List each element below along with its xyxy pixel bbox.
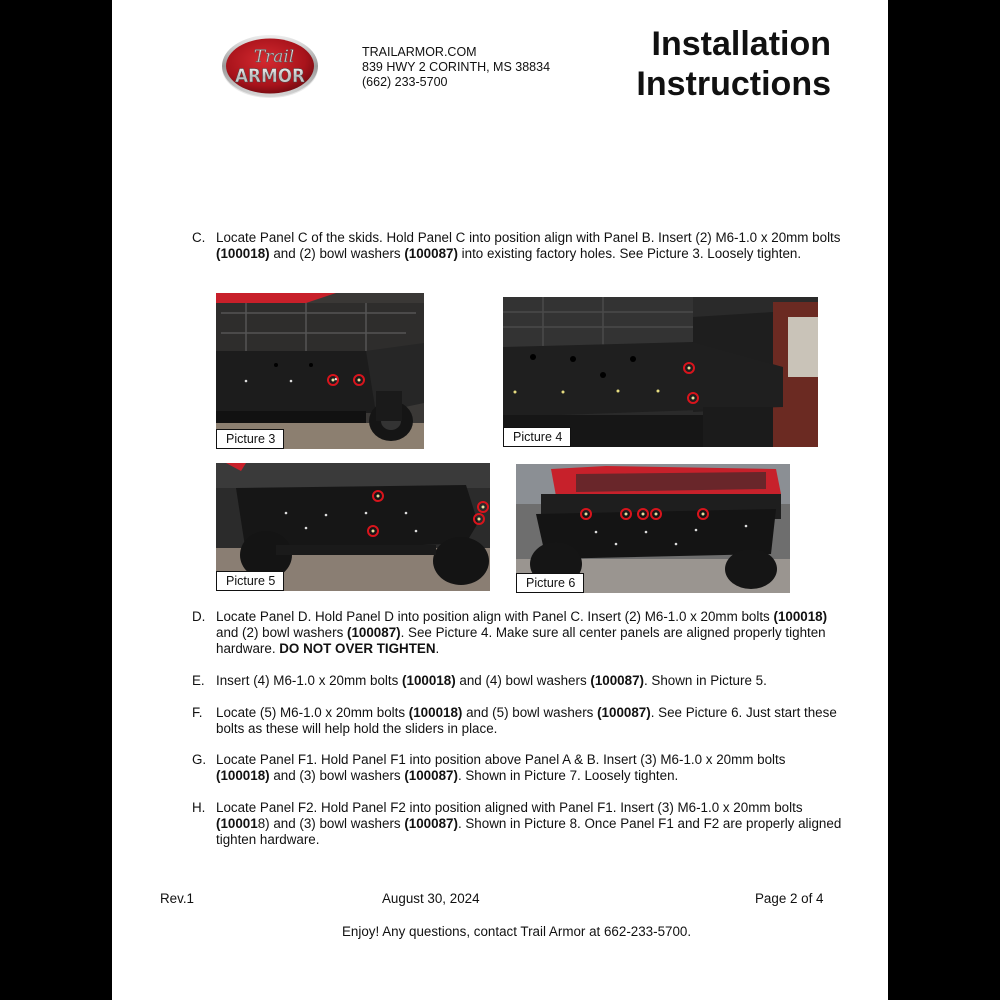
picture-label: Picture 5	[216, 571, 284, 591]
footer-page-number: Page 2 of 4	[755, 891, 824, 906]
svg-text:Trail: Trail	[253, 47, 295, 67]
company-phone: (662) 233-5700	[362, 75, 448, 89]
step-letter: F.	[192, 705, 203, 720]
bolt-marker	[687, 392, 699, 404]
bolt-marker	[367, 525, 379, 537]
step-text-run: into existing factory holes. See Picture 3. Loosely tighten.	[457, 246, 802, 261]
step-text-run: .	[435, 641, 440, 656]
footer-contact: Enjoy! Any questions, contact Trail Armor at 662-233-5700.	[342, 924, 692, 939]
picture-3	[216, 293, 424, 449]
step-text-run: Insert (4) M6-1.0 x 20mm bolts	[216, 673, 403, 688]
photo-skid-panel-c-icon	[216, 293, 424, 449]
step-letter: D.	[192, 609, 206, 624]
step-text	[216, 800, 842, 848]
footer-date: August 30, 2024	[382, 891, 480, 906]
step-text-emphasis: (100018)	[216, 768, 270, 783]
picture-5	[216, 463, 490, 591]
footer-revision: Rev.1	[160, 891, 194, 906]
bolt-marker	[477, 501, 489, 513]
step-text-run: . See Picture 4. Make sure all center panels are aligned properly tighten hardware.	[216, 625, 826, 656]
step-text-run: Locate Panel C of the skids. Hold Panel C into position align with Panel B. Insert (2) M6-1.0 x 20mm bolts	[216, 230, 841, 245]
step-text-emphasis: (100087)	[404, 816, 458, 831]
step-g	[192, 752, 842, 784]
step-text-emphasis: (100087)	[404, 768, 458, 783]
step-text-emphasis: (100087)	[404, 246, 458, 261]
step-f	[192, 705, 842, 737]
logo-emblem-icon	[220, 32, 320, 100]
picture-6	[516, 464, 790, 593]
photo-skid-panel-d-icon	[503, 297, 818, 447]
step-text-run: and (2) bowl washers	[216, 625, 347, 640]
step-text-emphasis: (100018)	[216, 246, 270, 261]
bolt-marker	[473, 513, 485, 525]
step-text	[216, 752, 842, 784]
bolt-marker	[580, 508, 592, 520]
step-text-run: . Shown in Picture 8. Once Panel F1 and F2 are properly aligned tighten hardware.	[216, 816, 842, 847]
step-text-run: 8) and (3) bowl washers	[257, 816, 405, 831]
picture-label: Picture 3	[216, 429, 284, 449]
step-text-run: . Shown in Picture 7. Loosely tighten.	[457, 768, 679, 783]
trail-armor-logo	[220, 32, 320, 100]
step-text-emphasis: (10001	[216, 816, 258, 831]
step-h	[192, 800, 842, 848]
company-address	[362, 45, 550, 90]
document-page	[112, 0, 888, 1000]
step-letter: E.	[192, 673, 205, 688]
step-text-run: Locate Panel D. Hold Panel D into position align with Panel C. Insert (2) M6-1.0 x 20mm bolts	[216, 609, 774, 624]
step-text-run: Locate Panel F1. Hold Panel F1 into position above Panel A & B. Insert (3) M6-1.0 x 20mm bolts	[216, 752, 786, 767]
step-text-run: and (3) bowl washers	[269, 768, 405, 783]
step-text-run: and (5) bowl washers	[462, 705, 598, 720]
step-text	[216, 705, 842, 737]
step-text	[216, 673, 842, 689]
svg-text:ARMOR: ARMOR	[235, 65, 306, 87]
step-d	[192, 609, 842, 657]
bolt-marker	[637, 508, 649, 520]
step-letter: C.	[192, 230, 206, 245]
step-c	[192, 230, 842, 262]
step-letter: H.	[192, 800, 206, 815]
bolt-marker	[372, 490, 384, 502]
step-text-emphasis: (100018)	[773, 609, 828, 624]
step-text-emphasis: (100087)	[347, 625, 401, 640]
step-text-run: and (2) bowl washers	[269, 246, 405, 261]
bolt-marker	[697, 508, 709, 520]
company-website: TRAILARMOR.COM	[362, 45, 477, 59]
step-text-run: and (4) bowl washers	[455, 673, 591, 688]
step-text-run: Locate (5) M6-1.0 x 20mm bolts	[216, 705, 409, 720]
step-text-run: Locate Panel F2. Hold Panel F2 into position aligned with Panel F1. Insert (3) M6-1.0 x 20mm bolts	[216, 800, 803, 815]
bolt-marker	[620, 508, 632, 520]
step-e	[192, 673, 842, 689]
step-text-emphasis: (100087)	[590, 673, 644, 688]
bolt-marker	[327, 374, 339, 386]
company-street: 839 HWY 2 CORINTH, MS 38834	[362, 60, 551, 74]
step-text-emphasis: (100018)	[408, 705, 463, 720]
step-text-emphasis: (100087)	[597, 705, 651, 720]
bolt-marker	[650, 508, 662, 520]
step-text	[216, 609, 842, 657]
step-text-run: . Shown in Picture 5.	[643, 673, 767, 688]
step-letter: G.	[192, 752, 207, 767]
document-title: Installation Instructions	[636, 25, 831, 103]
step-text-run: . See Picture 6. Just start these bolts as these will help hold the sliders in place.	[216, 705, 837, 736]
picture-label: Picture 4	[503, 427, 571, 447]
bolt-marker	[683, 362, 695, 374]
step-text-emphasis: DO NOT OVER TIGHTEN	[279, 641, 436, 656]
step-text-emphasis: (100018)	[402, 673, 456, 688]
picture-label: Picture 6	[516, 573, 584, 593]
picture-4	[503, 297, 818, 447]
bolt-marker	[353, 374, 365, 386]
step-text	[216, 230, 842, 262]
